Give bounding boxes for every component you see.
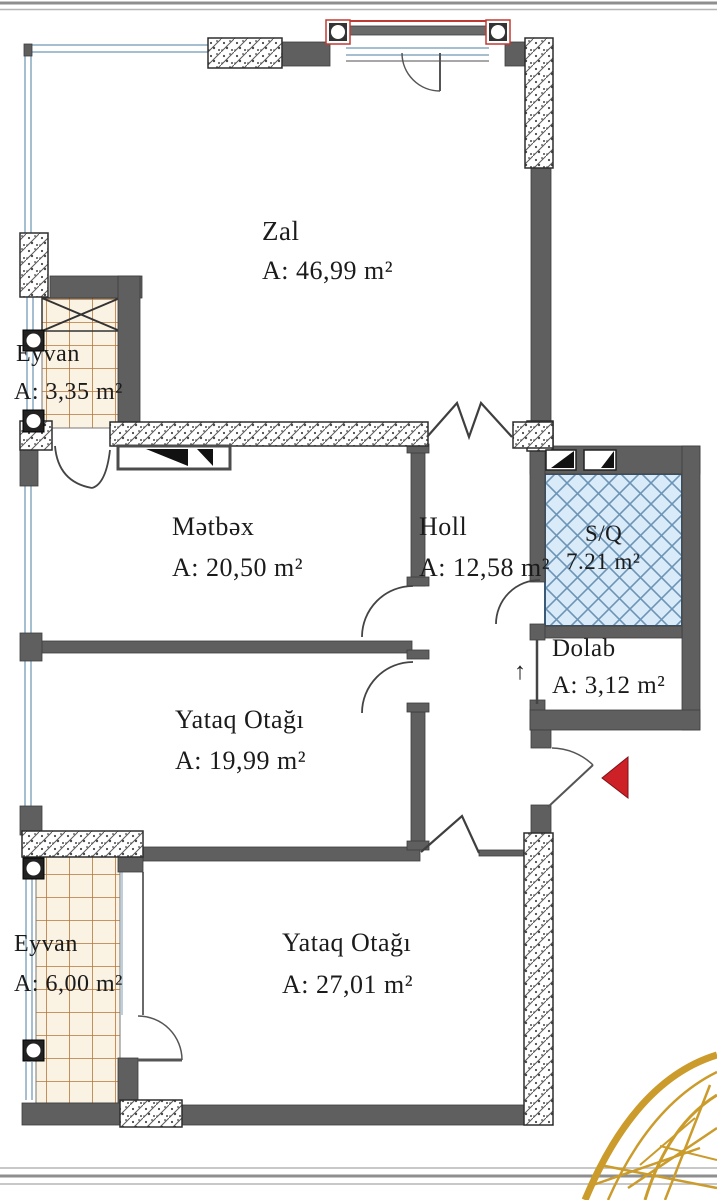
room-label-eyvan1-area: A: 3,35 m² bbox=[14, 379, 123, 405]
room-label-holl-area: A: 12,58 m² bbox=[419, 553, 551, 582]
room-label-eyvan1-name: Eyvan bbox=[16, 341, 80, 367]
room-label-eyvan2-name: Eyvan bbox=[14, 931, 78, 957]
room-label-zal-area: A: 46,99 m² bbox=[262, 256, 394, 285]
room-label-eyvan2-area: A: 6,00 m² bbox=[14, 971, 123, 997]
room-label-yataq1-name: Yataq Otağı bbox=[175, 705, 305, 734]
room-label-zal-name: Zal bbox=[262, 216, 300, 246]
room-label-yataq2-area: A: 27,01 m² bbox=[282, 970, 414, 999]
entrance-arrow-marker bbox=[602, 757, 628, 798]
room-label-yataq2-name: Yataq Otağı bbox=[282, 928, 412, 957]
dolab-direction-arrow: ↑ bbox=[514, 659, 527, 685]
room-label-metbex-name: Mətbəx bbox=[172, 512, 255, 541]
room-label-sq-name: S/Q bbox=[585, 521, 623, 546]
room-label-dolab-area: A: 3,12 m² bbox=[552, 672, 666, 699]
room-label-metbex-area: A: 20,50 m² bbox=[172, 553, 304, 582]
room-label-sq-area: 7.21 m² bbox=[566, 549, 641, 574]
room-label-dolab-name: Dolab bbox=[552, 635, 616, 662]
room-label-yataq1-area: A: 19,99 m² bbox=[175, 746, 307, 775]
corner-ornament bbox=[585, 1055, 717, 1200]
room-label-holl-name: Holl bbox=[419, 512, 468, 541]
